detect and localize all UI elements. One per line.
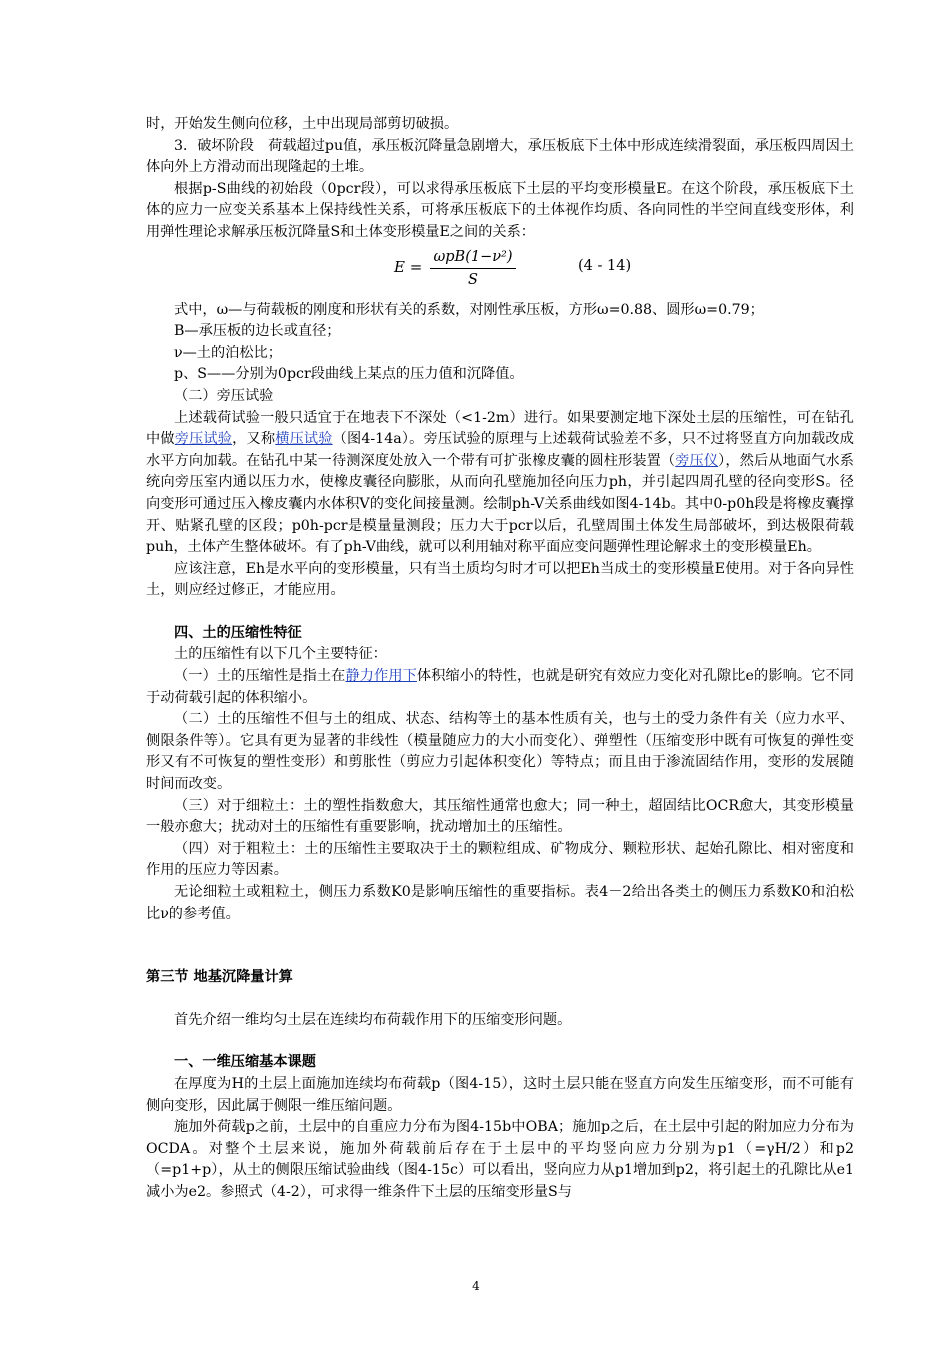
paragraph: 3．破坏阶段 荷载超过pu值，承压板沉降量急剧增大，承压板底下土体中形成连续滑裂面，承压板四周因土体向外上方滑动而出现隆起的土堆。: [146, 137, 854, 176]
paragraph: （三）对于细粒土：土的塑性指数愈大，其压缩性通常也愈大；同一种土，超固结比OCR愈大，其变形模量一般亦愈大；扰动对土的压缩性有重要影响，扰动增加土的压缩性。: [146, 797, 854, 836]
paragraph: [146, 408, 854, 559]
text-run: 体积缩小的特性，也就是研究有效应力变化对孔隙比e的影响。它不同于动荷载引起的体积缩小。: [146, 668, 854, 706]
equation-lhs: E =: [394, 257, 423, 276]
paragraph: B—承压板的边长或直径；: [174, 323, 341, 340]
paragraph: 时，开始发生侧向位移，土中出现局部剪切破损。: [146, 116, 459, 132]
paragraph: p、S——分别为0pcr段曲线上某点的压力值和沉降值。: [174, 366, 524, 383]
link-lateral-load-test[interactable]: 旁压试验: [174, 431, 233, 448]
chapter-section-heading: 第三节 地基沉降量计算: [146, 969, 293, 986]
section-heading: 四、土的压缩性特征: [174, 624, 302, 641]
text-run: （图4-14a）。旁压试验的原理与上述载荷试验差不多，只不过将竖直方向加载改成水平方向加载。在钻孔中某一待测深度处放入一个带有可扩张橡皮囊的圆柱形装置（: [146, 431, 854, 469]
page-number: 4: [472, 1279, 480, 1293]
text-run: 上述载荷试验一般只适宜于在地表下不深处（<1-2m）进行。如果要测定地下深处土层的压缩性，可在钻孔中做: [146, 409, 854, 448]
paragraph: 式中，ω—与荷载板的刚度和形状有关的系数，对刚性承压板，方形ω=0.88、圆形ω=0.79；: [174, 301, 764, 318]
link-horizontal-load-test[interactable]: 横压试验: [275, 431, 333, 448]
text-run: ，又称: [232, 431, 276, 448]
paragraph: （二）土的压缩性不但与土的组成、状态、结构等土的基本性质有关，也与土的受力条件有关（应力水平、侧限条件等）。它具有更为显著的非线性（模量随应力的大小而变化）、弹塑性（压缩变形中既有可恢复的弹性变形又有不可恢复的塑性变形）和剪胀性（剪应力引起体积变化）等特点；而且由于渗流固结作用，变形的发展随时间而改变。: [146, 711, 854, 793]
equation-4-14: [146, 246, 854, 296]
paragraph: 无论细粒土或粗粒土，侧压力系数K0是影响压缩性的重要指标。表4－2给出各类土的侧压力系数K0和泊松比ν的参考值。: [146, 884, 854, 922]
paragraph: 在厚度为H的土层上面施加连续均布荷载p（图4-15），这时土层只能在竖直方向发生压缩变形，而不可能有侧向变形，因此属于侧限一维压缩问题。: [146, 1075, 854, 1114]
equation-fraction: [428, 246, 518, 291]
equation-numerator: ωpB(1−ν²): [433, 248, 513, 265]
paragraph: [146, 666, 854, 709]
paragraph: ν—土的泊松比；: [174, 344, 282, 361]
equation-denominator: S: [468, 271, 478, 288]
paragraph: 施加外荷载p之前，土层中的自重应力分布为图4-15b中OBA；施加p之后，在土层中引起的附加应力分布为OCDA。对整个土层来说，施加外荷载前后存在于土层中的平均竖向应力分别为p1（=γH/2）和p2（=p1+p），从土的侧限压缩试验曲线（图4-15c）可以看出，竖向应力从p1增加到p2，将引起土的孔隙比从e1减小为e2。参照式（4-2），可求得一维条件下土层的压缩变形量S与: [146, 1119, 854, 1200]
text-run: （一）土的压缩性是指土在: [174, 668, 346, 685]
paragraph: （四）对于粗粒土：土的压缩性主要取决于土的颗粒组成、矿物成分、颗粒形状、起始孔隙比、相对密度和作用的压应力等因素。: [146, 840, 854, 879]
document-body: [146, 114, 854, 1204]
section-heading: 一、一维压缩基本课题: [174, 1054, 316, 1071]
paragraph: 首先介绍一维均匀土层在连续均布荷载作用下的压缩变形问题。: [174, 1011, 572, 1028]
equation-number: (4 - 14): [578, 257, 632, 274]
paragraph: 土的压缩性有以下几个主要特征：: [174, 646, 387, 663]
subsection-title: （二）旁压试验: [174, 387, 274, 404]
paragraph: 应该注意，Eh是水平向的变形模量，只有当土质均匀时才可以把Eh当成土的变形模量E使用。对于各向异性土，则应经过修正，才能应用。: [146, 560, 854, 599]
paragraph: 根据p-S曲线的初始段（0pcr段），可以求得承压板底下土层的平均变形模量E。在这个阶段，承压板底下土体的应力一应变关系基本上保持线性关系，可将承压板底下的土体视作均质、各向同性的半空间直线变形体，利用弹性理论求解承压板沉降量S和土体变形模量E之间的关系：: [146, 180, 854, 240]
link-pressuremeter[interactable]: 旁压仪: [675, 452, 719, 469]
text-run: ），然后从地面气水系统向旁压室内通以压力水，使橡皮囊径向膨胀，从而向孔壁施加径向压力ph，并引起四周孔壁的径向变形S。径向变形可通过压入橡皮囊内水体积V的变化间接量测。绘制ph-V关系曲线如图4-14b。其中0-p0h段是将橡皮囊撑开、贴紧孔壁的区段；p0h-pcr是模量量测段；压力大于pcr以后，孔壁周围土体发生局部破坏，到达极限荷载puh，土体产生整体破坏。有了ph-V曲线，就可以利用轴对称平面应变问题弹性理论解求土的变形模量Eh。: [146, 452, 854, 556]
link-static-action[interactable]: 静力作用下: [345, 668, 417, 685]
